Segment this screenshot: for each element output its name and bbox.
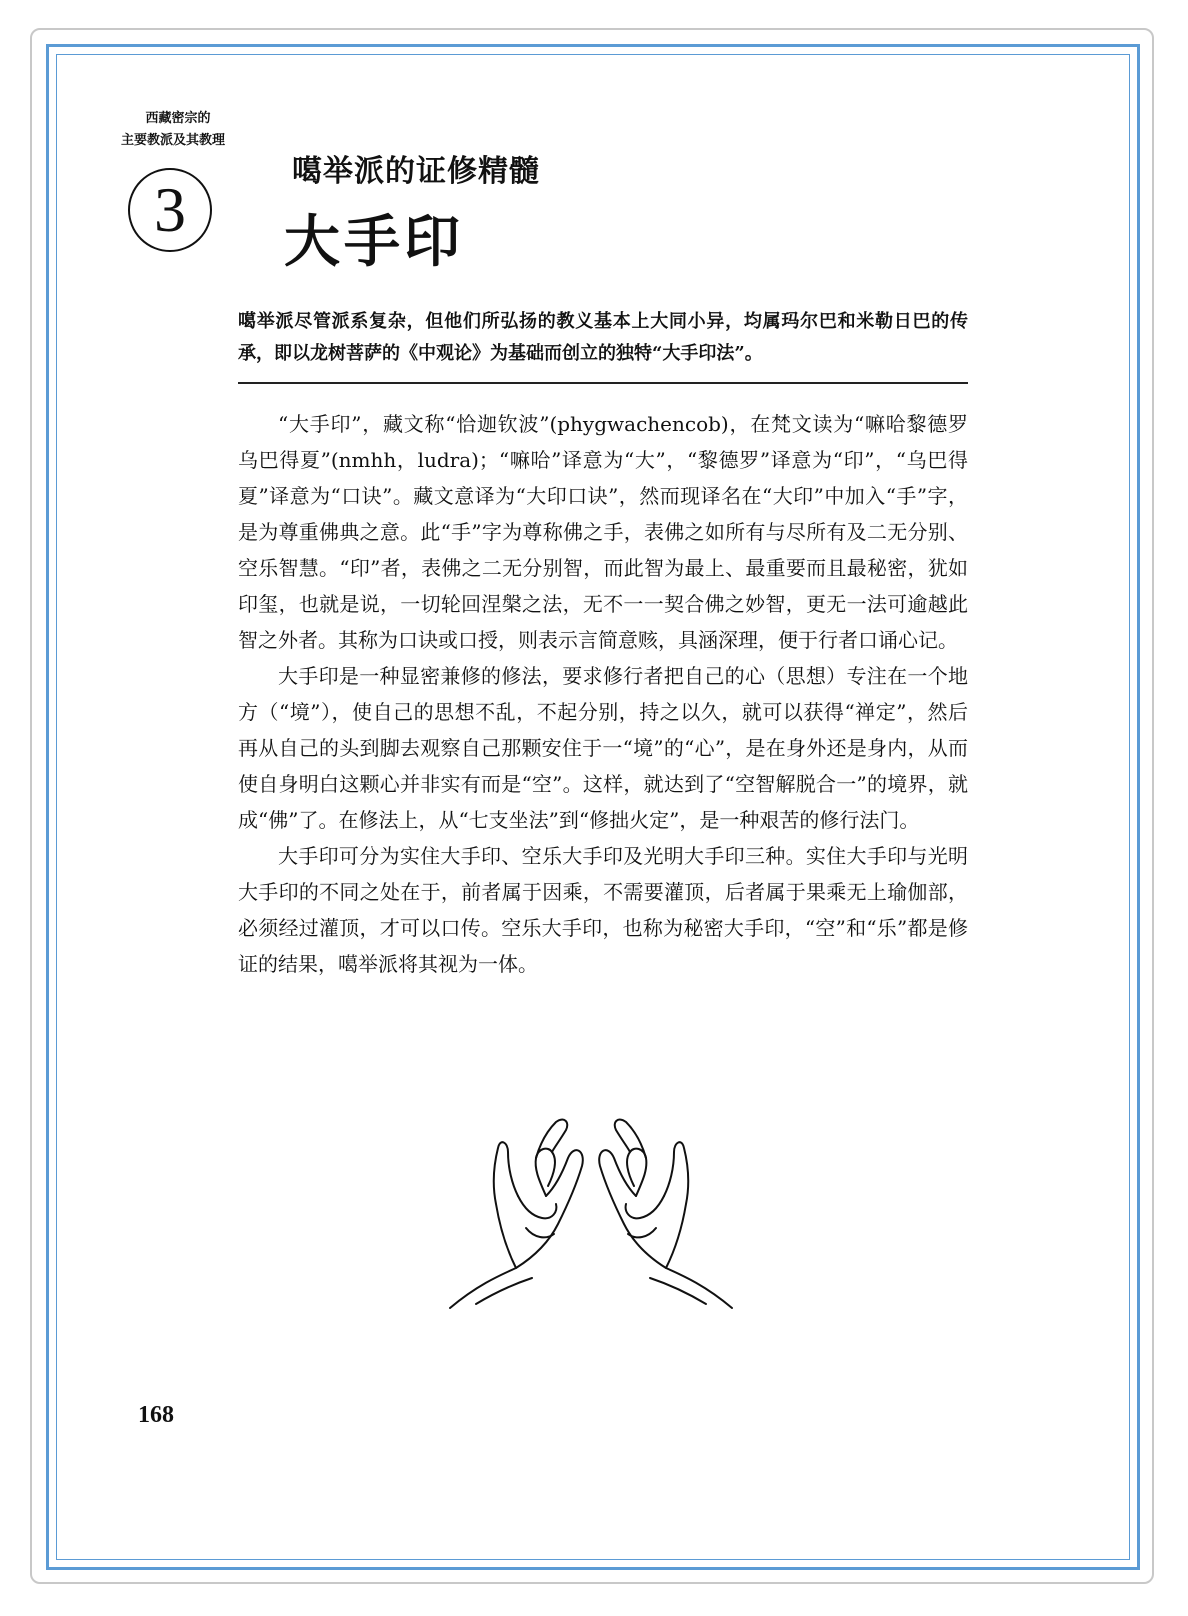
divider-rule xyxy=(238,382,968,384)
chapter-number-badge: 3 xyxy=(128,168,212,252)
series-label-line2: 主要教派及其教理 xyxy=(120,133,225,148)
mudra-hands-illustration xyxy=(436,1108,746,1318)
section-title: 大手印 xyxy=(284,210,464,275)
series-label xyxy=(108,108,238,152)
body-paragraph-3: 大手印可分为实住大手印、空乐大手印及光明大手印三种。实住大手印与光明大手印的不同之处在于，前者属于因乘，不需要灌顶，后者属于果乘无上瑜伽部，必须经过灌顶，才可以口传。空乐大手印，也称为秘密大手印，“空”和“乐”都是修证的结果，噶举派将其视为一体。 xyxy=(238,844,968,976)
series-label-line1: 西藏密宗的 xyxy=(145,111,211,126)
intro-paragraph: 噶举派尽管派系复杂，但他们所弘扬的教义基本上大同小异，均属玛尔巴和米勒日巴的传承，即以龙树菩萨的《中观论》为基础而创立的独特“大手印法”。 xyxy=(238,311,968,364)
section-subtitle: 噶举派的证修精髓 xyxy=(292,154,540,189)
body-paragraph-2: 大手印是一种显密兼修的修法，要求修行者把自己的心（思想）专注在一个地方（“境”），使自己的思想不乱，不起分别，持之以久，就可以获得“禅定”，然后再从自己的头到脚去观察自己那颗安住于一“境”的“心”，是在身外还是身内，从而使自身明白这颗心并非实有而是“空”。这样，就达到了“空智解脱合一”的境界，就成“佛”了。在修法上，从“七支坐法”到“修拙火定”，是一种艰苦的修行法门。 xyxy=(238,664,968,832)
page-number: 168 xyxy=(138,1402,174,1428)
body-paragraph-1: “大手印”，藏文称“恰迦钦波”(phygwachencob)，在梵文读为“嘛哈黎德罗乌巴得夏”(nmhh，ludra)；“嘛哈”译意为“大”，“黎德罗”译意为“印”，“乌巴得夏”译意为“口诀”。藏文意译为“大印口诀”，然而现译名在“大印”中加入“手”字，是为尊重佛典之意。此“手”字为尊称佛之手，表佛之如所有与尽所有及二无分别、空乐智慧。“印”者，表佛之二无分别智，而此智为最上、最重要而且最秘密，犹如印玺，也就是说，一切轮回涅槃之法，无不一一契合佛之妙智，更无一法可逾越此智之外者。其称为口诀或口授，则表示言简意赅，具涵深理，便于行者口诵心记。 xyxy=(238,412,968,652)
body-text xyxy=(238,406,968,982)
